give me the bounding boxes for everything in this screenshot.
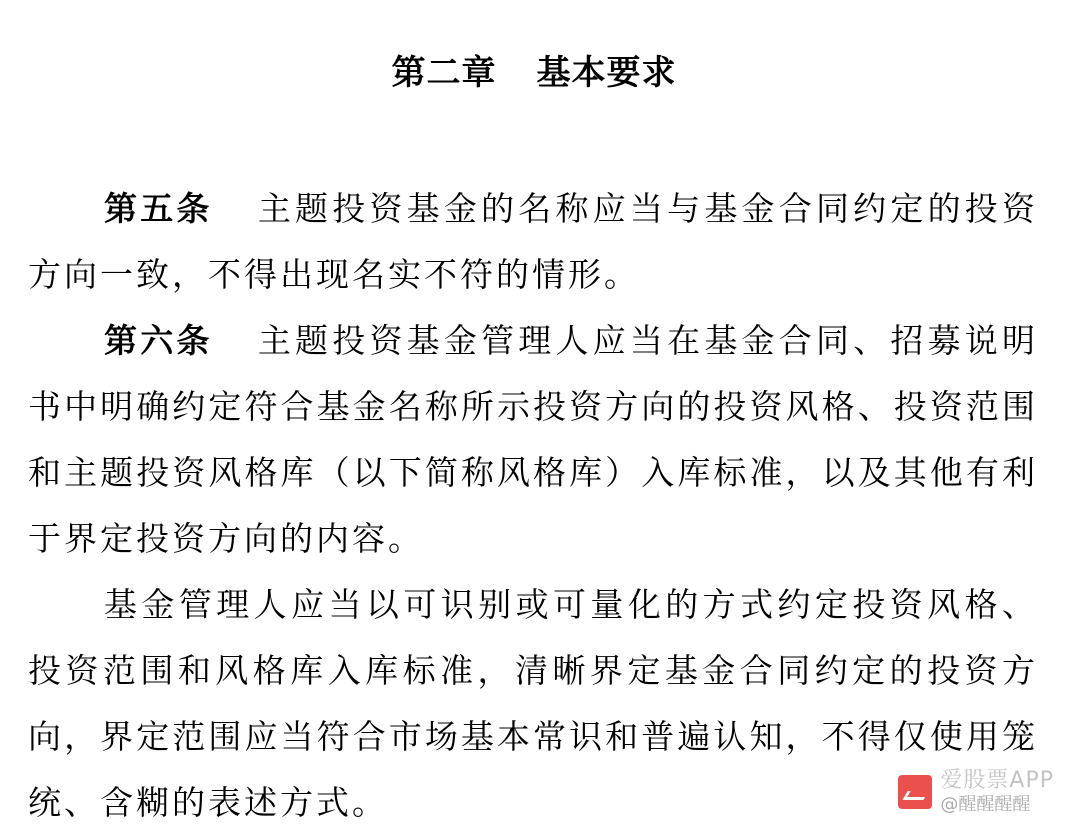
- article-6: [28, 308, 1038, 572]
- chapter-title: 基本要求: [536, 53, 677, 93]
- article-text: 主题投资基金的名称应当与基金合同约定的投资方向一致，不得出现名实不符的情形。: [28, 189, 1038, 294]
- article-5: [28, 176, 1038, 308]
- watermark-app-name: 爱股票APP: [940, 768, 1054, 793]
- chapter-heading: [0, 48, 1068, 98]
- document-body: [28, 176, 1038, 836]
- article-number: 第六条: [104, 321, 213, 360]
- chart-logo-icon: [898, 775, 932, 809]
- article-number: 第五条: [104, 189, 213, 228]
- chapter-number: 第二章: [391, 53, 497, 93]
- watermark: [898, 764, 1054, 820]
- article-text: 主题投资基金管理人应当在基金合同、招募说明书中明确约定符合基金名称所示投资方向的投资风格、投资范围和主题投资风格库（以下简称风格库）入库标准，以及其他有利于界定投资方向的内容。: [28, 321, 1038, 558]
- watermark-handle: @醒醒醒醒: [940, 794, 1031, 815]
- paragraph: 基金管理人应当以可识别或可量化的方式约定投资风格、投资范围和风格库入库标准，清晰界定基金合同约定的投资方向，界定范围应当符合市场基本常识和普遍认知，不得仅使用笼统、含糊的表述方式。: [28, 585, 1038, 822]
